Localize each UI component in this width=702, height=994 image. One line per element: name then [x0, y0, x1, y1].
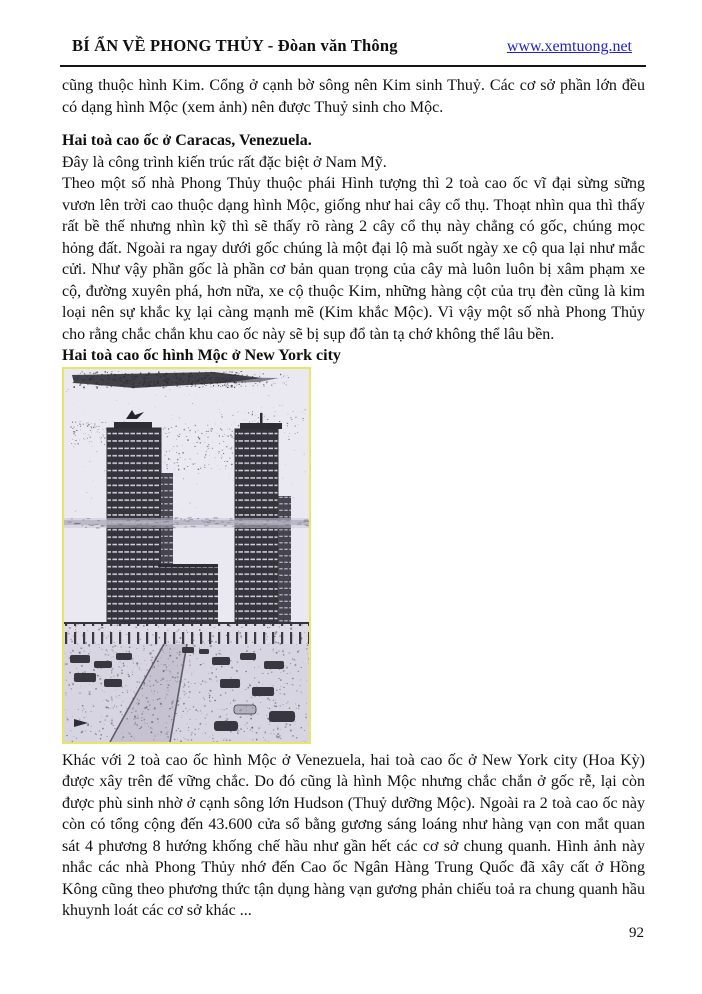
heading-new-york: Hai toà cao ốc hình Mộc ở New York city: [62, 347, 341, 364]
page-header: [60, 36, 646, 67]
website-link[interactable]: www.xemtuong.net: [506, 38, 632, 55]
page-content: [62, 75, 645, 922]
paragraph-caracas-analysis: Theo một số nhà Phong Thủy thuộc phái Hình tượng thì 2 toà cao ốc vĩ đại sừng sững vươn lên trời cao thuộc dạng hình Mộc, giống như hai cây cổ thụ. Thoạt nhìn qua thì thấy rất bề thế nhưng nhìn kỹ thì sẽ thấy rõ ràng 2 cây cổ thụ này chẳng có gốc, chúng mọc hỏng đất. Ngoài ra ngay dưới gốc chúng là một đại lộ mà suốt ngày xe cộ qua lại như mắc cửi. Như vậy phần gốc là phần cơ bản quan trọng của cây mà luôn luôn bị xâm phạm xe cộ, đường xuyên phá, hơn nữa, xe cộ thuộc Kim, những hàng cột của trụ đèn cũng là kim loại nên sự khắc kỵ lại càng mạnh mẽ (Kim khắc Mộc). Vì vậy một số nhà Phong Thủy cho rằng chắc chắn khu cao ốc này sẽ bị sụp đổ tàn tạ chớ không thể lâu bền.: [62, 175, 645, 343]
book-title: BÍ ẨN VỀ PHONG THỦY - Đòan văn Thông: [72, 36, 398, 55]
paragraph-kim-sinh-thuy: cũng thuộc hình Kim. Cổng ở cạnh bờ sông nên Kim sinh Thuỷ. Các cơ sở phần lớn đều có dạng hình Mộc (xem ảnh) nên được Thuỷ sinh cho Mộc.: [62, 77, 645, 116]
page-number: 92: [629, 925, 644, 941]
paragraph-caracas-intro: Đây là công trình kiến trúc rất đặc biệt ở Nam Mỹ.: [62, 153, 387, 171]
twin-towers-photo: [62, 367, 311, 744]
heading-caracas: Hai toà cao ốc ở Caracas, Venezuela.: [62, 132, 312, 149]
antenna-mark: [260, 413, 263, 423]
paragraph-new-york-analysis: Khác với 2 toà cao ốc hình Mộc ở Venezuela, hai toà cao ốc ở New York city (Hoa Kỳ) được xây trên đế vững chắc. Do đó cũng là hình Mộc nhưng chắc chắn ở gốc rễ, lại còn được phù sinh nhờ ở cạnh sông lớn Hudson (Thuỷ dưỡng Mộc). Ngoài ra 2 toà cao ốc này còn có tổng cộng đến 43.600 cửa sổ bằng gương sáng loáng như hàng vạn con mắt quan sát 4 phương 8 hướng khống chế hầu như gần hết các cơ sở chung quanh. Hình ảnh này nhắc các nhà Phong Thủy nhớ đến Cao ốc Ngân Hàng Trung Quốc đã xây cất ở Hồng Kông cũng theo phương thức tận dụng hàng vạn gương phản chiếu toả ra chung quanh hầu khuynh loát các cơ sở khác ...: [62, 751, 645, 919]
mid-rise-building: [158, 564, 218, 624]
